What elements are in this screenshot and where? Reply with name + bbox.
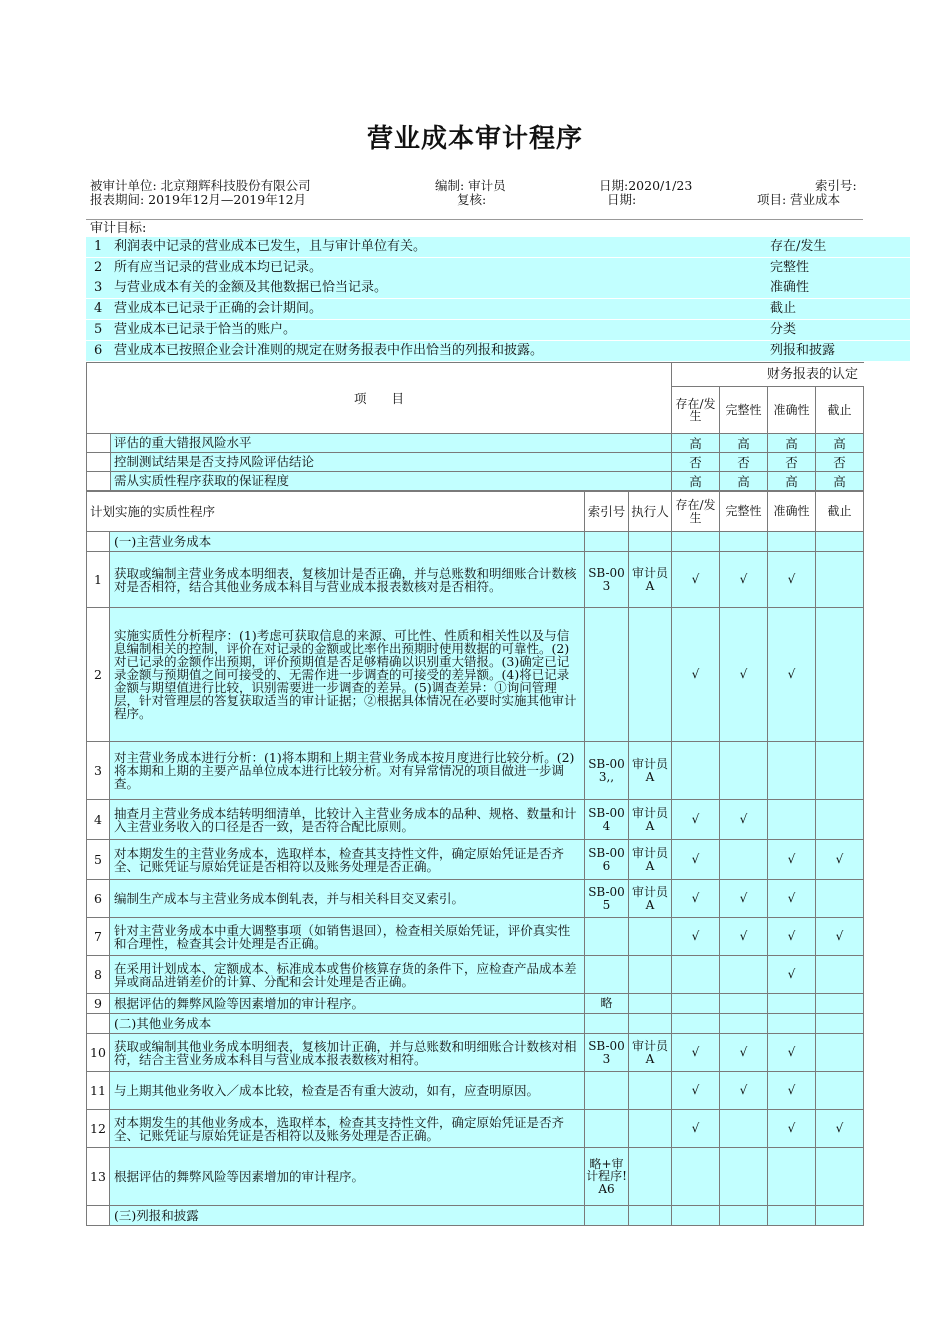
assertion-check xyxy=(720,1148,768,1206)
index-reference: 略 xyxy=(585,994,629,1014)
objective-text: 与营业成本有关的金额及其他数据已恰当记录。 xyxy=(114,280,388,296)
objective-text: 营业成本已记录于恰当的账户。 xyxy=(114,321,297,337)
procedure-row xyxy=(87,608,864,742)
assertion-check xyxy=(672,956,720,994)
risk-assessment-table xyxy=(86,362,864,491)
empty-cell xyxy=(816,1014,864,1034)
objective-assertion: 截止 xyxy=(770,301,797,317)
procedure-row xyxy=(87,840,864,880)
assertion-check: √ xyxy=(768,840,816,880)
risk-value: 高 xyxy=(768,434,816,453)
assertion-check xyxy=(816,742,864,800)
risk-value: 高 xyxy=(816,434,864,453)
risk-value: 高 xyxy=(768,472,816,491)
assertion-check: √ xyxy=(672,608,720,742)
assertion-check xyxy=(816,552,864,608)
assertion-check xyxy=(768,994,816,1014)
procedure-text: 实施实质性分析程序：(1)考虑可获取信息的来源、可比性、性质和相关性以及与信息编制相关的控制，评价在对记录的金额或比率作出预期时使用数据的可靠性。(2)对已记录的金额作出预期，评价预期值是否足够精确以识别重大错报。(3)确定已记录金额与预期值之间可接受的、无需作进一步调查的可接受的差异额。(4)将已记录金额与期望值进行比较，识别需要进一步调查的差异。(5)调查差异：①询问管理层，针对管理层的答复获取适当的审计证据；②根据具体情况在必要时实施其他审计程序。 xyxy=(110,608,585,742)
preparer-label: 编制: 审计员 xyxy=(435,178,506,193)
empty-cell xyxy=(585,532,629,552)
procedure-row xyxy=(87,1110,864,1148)
procedure-text: 在采用计划成本、定额成本、标准成本或售价核算存货的条件下，应检查产品成本差异或商品进销差价的计算、分配和会计处理是否正确。 xyxy=(110,956,585,994)
entity-label: 被审计单位: 北京翔辉科技股份有限公司 xyxy=(90,178,311,193)
risk-row xyxy=(87,434,864,453)
assertion-check: √ xyxy=(768,1034,816,1072)
executor xyxy=(629,994,672,1014)
executor: 审计员A xyxy=(629,880,672,918)
procedure-row xyxy=(87,994,864,1014)
executor: 审计员A xyxy=(629,1034,672,1072)
risk-value: 高 xyxy=(672,434,720,453)
empty-cell xyxy=(672,1206,720,1226)
procedure-number: 1 xyxy=(87,552,110,608)
procedure-number: 12 xyxy=(87,1110,110,1148)
executor xyxy=(629,1110,672,1148)
assertion-check: √ xyxy=(720,800,768,840)
period-label: 报表期间: 2019年12月—2019年12月 xyxy=(90,192,307,207)
assertion-check xyxy=(720,742,768,800)
risk-row-label: 评估的重大错报风险水平 xyxy=(111,434,671,452)
procedure-number: 3 xyxy=(87,742,110,800)
index-reference xyxy=(585,956,629,994)
assertion-check: √ xyxy=(720,880,768,918)
index-reference: 略+审计程序!A6 xyxy=(585,1148,629,1206)
procedure-number: 2 xyxy=(87,608,110,742)
item-header: 项 目 xyxy=(87,363,672,434)
executor: 审计员A xyxy=(629,742,672,800)
assertion-check: √ xyxy=(816,840,864,880)
assertion-check: √ xyxy=(672,1072,720,1110)
assertion-check xyxy=(816,1034,864,1072)
assertion-check: √ xyxy=(720,1034,768,1072)
assertion-check xyxy=(720,994,768,1014)
objective-row xyxy=(86,258,910,278)
risk-row-label: 需从实质性程序获取的保证程度 xyxy=(111,472,671,490)
project-label: 项目: 营业成本 xyxy=(757,192,841,207)
risk-row-label-cell xyxy=(87,434,672,453)
assertion-check xyxy=(720,840,768,880)
assertion-check: √ xyxy=(768,880,816,918)
empty-cell xyxy=(585,1014,629,1034)
objective-assertion: 存在/发生 xyxy=(770,239,827,254)
risk-row xyxy=(87,472,864,491)
risk-row-label-cell xyxy=(87,453,672,472)
empty-cell xyxy=(585,1206,629,1226)
index-reference: SB-003 xyxy=(585,552,629,608)
section-row xyxy=(87,1014,864,1034)
section-row xyxy=(87,532,864,552)
procedure-row xyxy=(87,1072,864,1110)
empty-cell xyxy=(629,1014,672,1034)
objective-assertion: 准确性 xyxy=(770,280,810,296)
assertion-column-header: 存在/发生 xyxy=(672,492,720,532)
assertion-check xyxy=(720,1110,768,1148)
procedure-text: 与上期其他业务收入／成本比较，检查是否有重大波动，如有，应查明原因。 xyxy=(110,1072,585,1110)
executor xyxy=(629,1148,672,1206)
audit-objectives xyxy=(86,219,863,358)
section-number-cell xyxy=(87,1206,110,1226)
index-reference: SB-006 xyxy=(585,840,629,880)
procedure-row xyxy=(87,800,864,840)
assertion-column-header: 准确性 xyxy=(768,492,816,532)
assertion-check xyxy=(816,994,864,1014)
section-row xyxy=(87,1206,864,1226)
index-reference xyxy=(585,608,629,742)
procedure-text: 根据评估的舞弊风险等因素增加的审计程序。 xyxy=(110,1148,585,1206)
index-reference: SB-003,, xyxy=(585,742,629,800)
assertion-check: √ xyxy=(816,918,864,956)
assertion-check: √ xyxy=(768,956,816,994)
objective-assertion: 完整性 xyxy=(770,259,810,275)
risk-value: 否 xyxy=(672,453,720,472)
assertion-column-header: 完整性 xyxy=(720,492,768,532)
procedure-text: 编制生产成本与主营业务成本倒轧表，并与相关科目交叉索引。 xyxy=(110,880,585,918)
procedure-text: 对主营业务成本进行分析：(1)将本期和上期主营业务成本按月度进行比较分析。(2)将本期和上期的主要产品单位成本进行比较分析。对有异常情况的项目做进一步调查。 xyxy=(110,742,585,800)
assertion-check xyxy=(768,1148,816,1206)
empty-cell xyxy=(672,1014,720,1034)
procedure-number: 6 xyxy=(87,880,110,918)
reviewer-label: 复核: xyxy=(457,192,487,207)
objective-number: 3 xyxy=(94,280,103,296)
assertion-group-header: 财务报表的认定 xyxy=(672,363,864,387)
assertion-check: √ xyxy=(816,1110,864,1148)
risk-row xyxy=(87,453,864,472)
objective-row xyxy=(86,341,910,361)
assertion-check xyxy=(768,800,816,840)
objective-row xyxy=(86,320,910,340)
procedure-row xyxy=(87,1148,864,1206)
objective-assertion: 分类 xyxy=(770,321,797,337)
executor: 审计员A xyxy=(629,552,672,608)
risk-value: 否 xyxy=(768,453,816,472)
assertion-check: √ xyxy=(672,918,720,956)
assertion-check xyxy=(816,608,864,742)
assertion-check: √ xyxy=(768,608,816,742)
assertion-column-header: 截止 xyxy=(816,492,864,532)
assertion-check: √ xyxy=(768,1072,816,1110)
page-title: 营业成本审计程序 xyxy=(366,124,583,154)
assertion-check: √ xyxy=(672,1110,720,1148)
assertion-check xyxy=(672,742,720,800)
empty-cell xyxy=(768,1014,816,1034)
index-reference: SB-004 xyxy=(585,800,629,840)
procedure-number: 5 xyxy=(87,840,110,880)
procedure-number: 9 xyxy=(87,994,110,1014)
executor xyxy=(629,956,672,994)
assertion-check: √ xyxy=(720,918,768,956)
procedure-number: 4 xyxy=(87,800,110,840)
objective-text: 所有应当记录的营业成本均已记录。 xyxy=(114,259,323,275)
objective-text: 营业成本已记录于正确的会计期间。 xyxy=(114,301,323,317)
objective-row xyxy=(86,299,910,319)
procedure-text: 获取或编制主营业务成本明细表，复核加计是否正确，并与总账数和明细账合计数核对是否相符，结合其他业务成本科目与营业成本报表数核对是否相符。 xyxy=(110,552,585,608)
assertion-check: √ xyxy=(720,1072,768,1110)
risk-row-label: 控制测试结果是否支持风险评估结论 xyxy=(111,453,671,471)
assertion-check: √ xyxy=(672,880,720,918)
procedure-row xyxy=(87,880,864,918)
procedure-row xyxy=(87,552,864,608)
executor xyxy=(629,918,672,956)
empty-cell xyxy=(768,1206,816,1226)
executor: 审计员A xyxy=(629,840,672,880)
procedure-row xyxy=(87,918,864,956)
assertion-check: √ xyxy=(672,840,720,880)
section-number-cell xyxy=(87,1014,110,1034)
procedure-number: 13 xyxy=(87,1148,110,1206)
objective-text: 营业成本已按照企业会计准则的规定在财务报表中作出恰当的列报和披露。 xyxy=(114,342,544,358)
risk-value: 高 xyxy=(816,472,864,491)
risk-value: 否 xyxy=(816,453,864,472)
risk-value: 高 xyxy=(672,472,720,491)
procedures-title: 计划实施的实质性程序 xyxy=(87,492,585,532)
objective-number: 5 xyxy=(94,321,103,337)
executor-header: 执行人 xyxy=(629,492,672,532)
procedure-number: 11 xyxy=(87,1072,110,1110)
risk-value: 高 xyxy=(720,434,768,453)
assertion-check xyxy=(672,1148,720,1206)
assertion-check xyxy=(720,956,768,994)
index-label: 索引号: xyxy=(815,178,857,193)
empty-cell xyxy=(629,1206,672,1226)
objective-number: 4 xyxy=(94,301,103,317)
assertion-column-header: 完整性 xyxy=(720,387,768,434)
procedure-text: 获取或编制其他业务成本明细表，复核加计正确，并与总账数和明细账合计数核对相符，结合主营业务成本科目与营业成本报表数核对相符。 xyxy=(110,1034,585,1072)
assertion-check: √ xyxy=(672,1034,720,1072)
procedure-row xyxy=(87,956,864,994)
procedure-row xyxy=(87,1034,864,1072)
procedure-text: 对本期发生的主营业务成本，选取样本，检查其支持性文件，确定原始凭证是否齐全、记账凭证与原始凭证是否相符以及账务处理是否正确。 xyxy=(110,840,585,880)
assertion-check xyxy=(768,742,816,800)
empty-cell xyxy=(816,1206,864,1226)
empty-cell xyxy=(768,532,816,552)
assertion-column-header: 截止 xyxy=(816,387,864,434)
section-label: (一)主营业务成本 xyxy=(110,532,585,552)
assertion-check xyxy=(816,1148,864,1206)
assertion-check xyxy=(672,994,720,1014)
date-label: 日期:2020/1/23 xyxy=(599,178,693,193)
procedure-text: 对本期发生的其他业务成本，选取样本，检查其支持性文件，确定原始凭证是否齐全、记账凭证与原始凭证是否相符以及账务处理是否正确。 xyxy=(110,1110,585,1148)
assertion-check xyxy=(816,956,864,994)
assertion-check: √ xyxy=(720,552,768,608)
empty-cell xyxy=(720,532,768,552)
index-reference: SB-003 xyxy=(585,1034,629,1072)
assertion-column-header: 准确性 xyxy=(768,387,816,434)
assertion-check: √ xyxy=(672,552,720,608)
assertion-check xyxy=(816,880,864,918)
objective-number: 2 xyxy=(94,259,103,275)
empty-cell xyxy=(672,532,720,552)
assertion-check xyxy=(816,1072,864,1110)
assertion-check: √ xyxy=(768,918,816,956)
empty-cell xyxy=(816,532,864,552)
assertion-column-header: 存在/发生 xyxy=(672,387,720,434)
section-number-cell xyxy=(87,532,110,552)
procedure-number: 10 xyxy=(87,1034,110,1072)
risk-value: 高 xyxy=(720,472,768,491)
objective-row xyxy=(86,278,910,298)
objective-row xyxy=(86,237,910,257)
index-reference: SB-005 xyxy=(585,880,629,918)
assertion-check: √ xyxy=(768,552,816,608)
index-header: 索引号 xyxy=(585,492,629,532)
objectives-heading: 审计目标: xyxy=(86,219,863,238)
empty-cell xyxy=(720,1206,768,1226)
objective-number: 1 xyxy=(94,239,103,254)
section-label: (二)其他业务成本 xyxy=(110,1014,585,1034)
assertion-check: √ xyxy=(672,800,720,840)
procedure-number: 7 xyxy=(87,918,110,956)
objective-assertion: 列报和披露 xyxy=(770,342,836,358)
index-reference xyxy=(585,918,629,956)
risk-value: 否 xyxy=(720,453,768,472)
procedure-text: 抽查月主营业务成本结转明细清单，比较计入主营业务成本的品种、规格、数量和计入主营业务收入的口径是否一致，是否符合配比原则。 xyxy=(110,800,585,840)
section-label: (三)列报和披露 xyxy=(110,1206,585,1226)
objective-text: 利润表中记录的营业成本已发生，且与审计单位有关。 xyxy=(114,239,427,254)
executor xyxy=(629,1072,672,1110)
executor: 审计员A xyxy=(629,800,672,840)
risk-row-label-cell xyxy=(87,472,672,491)
procedure-row xyxy=(87,742,864,800)
index-reference xyxy=(585,1072,629,1110)
index-reference xyxy=(585,1110,629,1148)
empty-cell xyxy=(720,1014,768,1034)
review-date-label: 日期: xyxy=(607,192,637,207)
assertion-check xyxy=(816,800,864,840)
procedure-text: 针对主营业务成本中重大调整事项（如销售退回），检查相关原始凭证，评价真实性和合理性，检查其会计处理是否正确。 xyxy=(110,918,585,956)
procedures-table xyxy=(86,491,864,1226)
assertion-check: √ xyxy=(768,1110,816,1148)
objective-number: 6 xyxy=(94,342,103,358)
procedure-number: 8 xyxy=(87,956,110,994)
assertion-check: √ xyxy=(720,608,768,742)
executor xyxy=(629,608,672,742)
procedure-text: 根据评估的舞弊风险等因素增加的审计程序。 xyxy=(110,994,585,1014)
empty-cell xyxy=(629,532,672,552)
